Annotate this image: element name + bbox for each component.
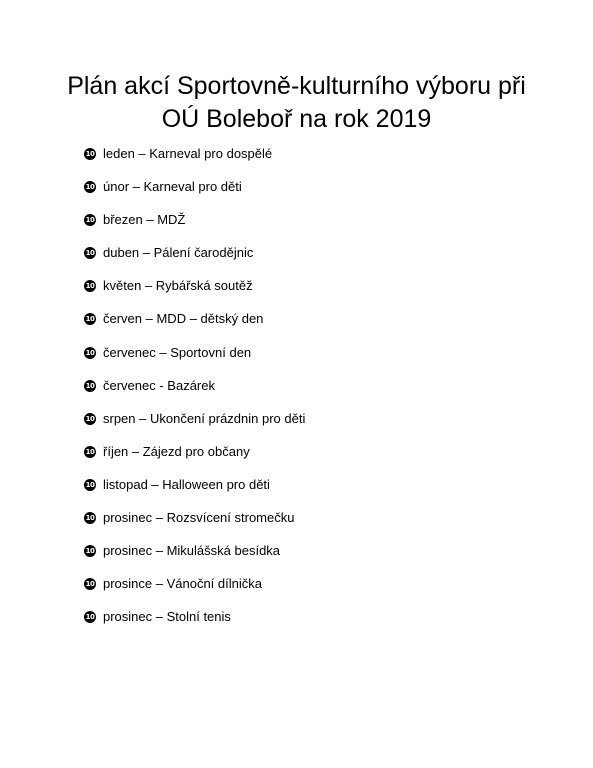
list-item [84,509,305,542]
numbered-bullet-icon: 10 [85,249,95,258]
list-item-label: leden – Karneval pro dospělé [103,146,273,161]
list-item [84,277,305,310]
numbered-bullet-icon: 10 [85,315,95,324]
numbered-bullet-icon: 10 [85,282,95,291]
list-item-label: listopad – Halloween pro děti [103,476,270,492]
list-item-label: prosinec – Mikulášská besídka [103,543,281,559]
numbered-bullet-icon: 10 [85,547,95,556]
list-item-label: červen – MDD – dětský den [103,311,264,327]
numbered-bullet-icon: 10 [85,381,95,390]
numbered-bullet-icon: 10 [85,480,95,489]
list-item [84,310,305,343]
list-item-label: květen – Rybářská soutěž [103,278,253,294]
list-item [84,344,305,377]
numbered-bullet-icon: 10 [85,348,95,357]
list-item [84,410,305,443]
list-item-label: říjen – Zájezd pro občany [103,443,250,459]
event-list [84,145,305,641]
numbered-bullet-icon: 10 [85,183,95,192]
numbered-bullet-icon: 10 [85,613,95,622]
list-item-label: prosinec – Rozsvícení stromečku [103,510,295,526]
list-item [84,211,305,244]
list-item [84,476,305,509]
list-item [84,608,305,641]
list-item [84,377,305,410]
numbered-bullet-icon: 10 [85,414,95,423]
list-item-label: červenec – Sportovní den [103,344,252,360]
list-item-label: červenec - Bazárek [103,377,215,393]
list-item [84,542,305,575]
numbered-bullet-icon: 10 [85,580,95,589]
title-line-1: Plán akcí Sportovně-kulturního výboru při [67,72,526,100]
numbered-bullet-icon: 10 [85,150,95,158]
list-item [84,178,305,211]
list-item [84,244,305,277]
list-item [84,575,305,608]
list-item-label: únor – Karneval pro děti [103,179,242,195]
list-item-label: prosinec – Stolní tenis [103,609,231,625]
page-title [0,70,593,136]
list-item-label: prosince – Vánoční dílnička [103,576,262,592]
list-item-label: duben – Pálení čarodějnic [103,245,254,261]
list-item [84,443,305,476]
list-item-label: srpen – Ukončení prázdnin pro děti [103,410,306,426]
list-item-label: březen – MDŽ [103,212,186,228]
numbered-bullet-icon: 10 [85,447,95,456]
numbered-bullet-icon: 10 [85,216,95,225]
list-item [84,145,305,178]
title-line-2: OÚ Boleboř na rok 2019 [161,105,432,133]
numbered-bullet-icon: 10 [85,514,95,523]
